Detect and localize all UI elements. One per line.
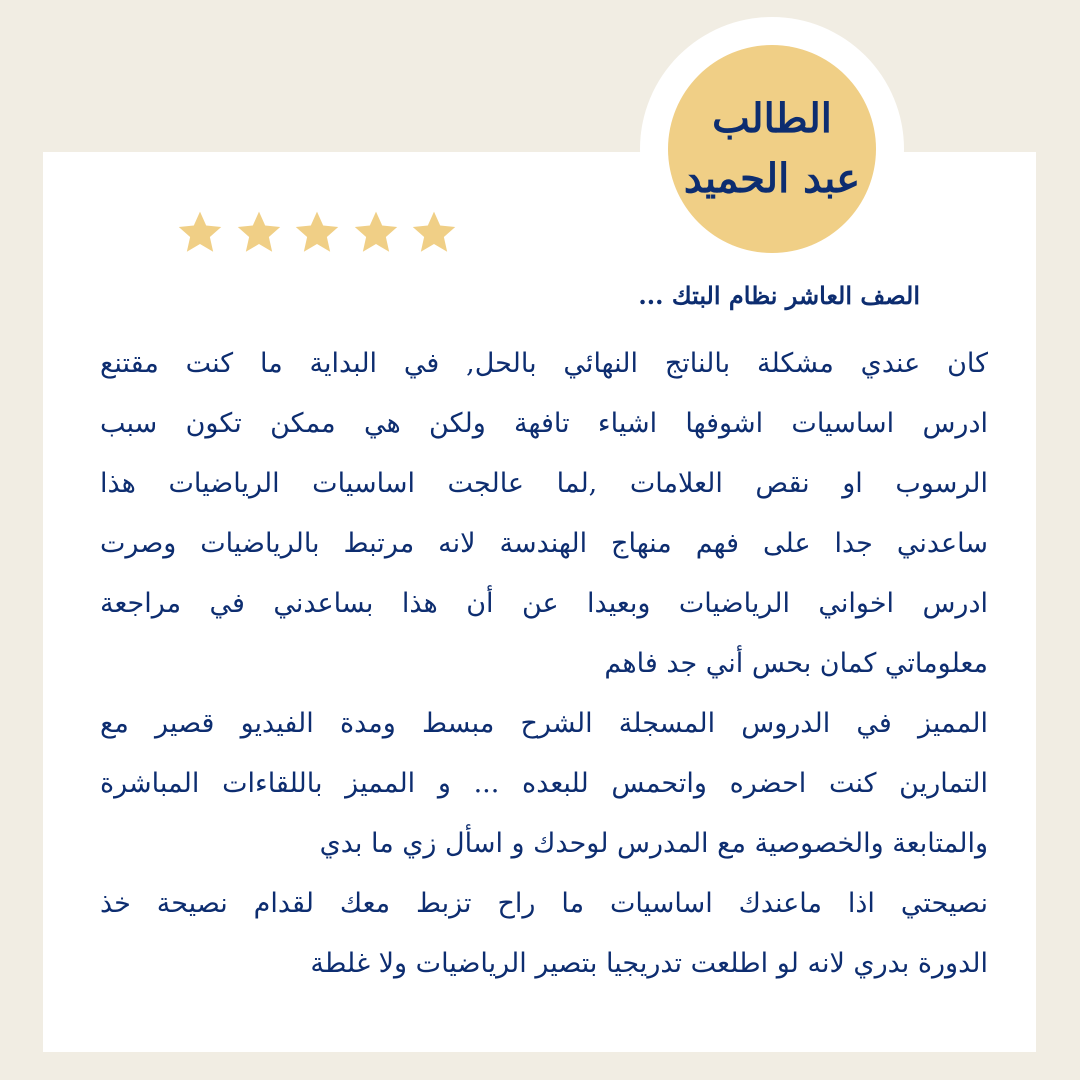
review-line: ساعدني جدا على فهم منهاج الهندسة لانه مرتبط بالرياضيات وصرت bbox=[100, 528, 988, 559]
review-line: الرسوب او نقص العلامات ,لما عالجت اساسيات الرياضيات هذا bbox=[100, 468, 988, 499]
review-text bbox=[100, 334, 988, 994]
student-name: عبد الحميد bbox=[683, 155, 861, 202]
star-icon bbox=[176, 208, 224, 256]
review-line: والمتابعة والخصوصية مع المدرس لوحدك و اسأل زي ما بدي bbox=[319, 828, 988, 859]
star-icon bbox=[410, 208, 458, 256]
star-icon bbox=[352, 208, 400, 256]
review-subtitle: الصف العاشر نظام البتك ... bbox=[638, 281, 920, 310]
badge-title: الطالب bbox=[712, 95, 832, 142]
review-line: معلوماتي كمان بحس أني جد فاهم bbox=[604, 648, 988, 679]
review-line: ادرس اساسيات اشوفها اشياء تافهة ولكن هي ممكن تكون سبب bbox=[100, 408, 988, 439]
review-line: ادرس اخواني الرياضيات وبعيدا عن أن هذا بساعدني في مراجعة bbox=[100, 588, 988, 619]
student-name-badge bbox=[668, 45, 876, 253]
star-icon bbox=[235, 208, 283, 256]
review-line: المميز في الدروس المسجلة الشرح مبسط ومدة الفيديو قصير مع bbox=[100, 708, 988, 739]
star-rating bbox=[176, 208, 458, 260]
review-line: التمارين كنت احضره واتحمس للبعده ... و المميز باللقاءات المباشرة bbox=[100, 768, 988, 799]
review-line: نصيحتي اذا ماعندك اساسيات ما راح تزبط معك لقدام نصيحة خذ bbox=[100, 888, 988, 919]
review-line: كان عندي مشكلة بالناتج النهائي بالحل, في البداية ما كنت مقتنع bbox=[100, 348, 988, 379]
star-icon bbox=[293, 208, 341, 256]
review-line: الدورة بدري لانه لو اطلعت تدريجيا بتصير الرياضيات ولا غلطة bbox=[310, 948, 988, 979]
